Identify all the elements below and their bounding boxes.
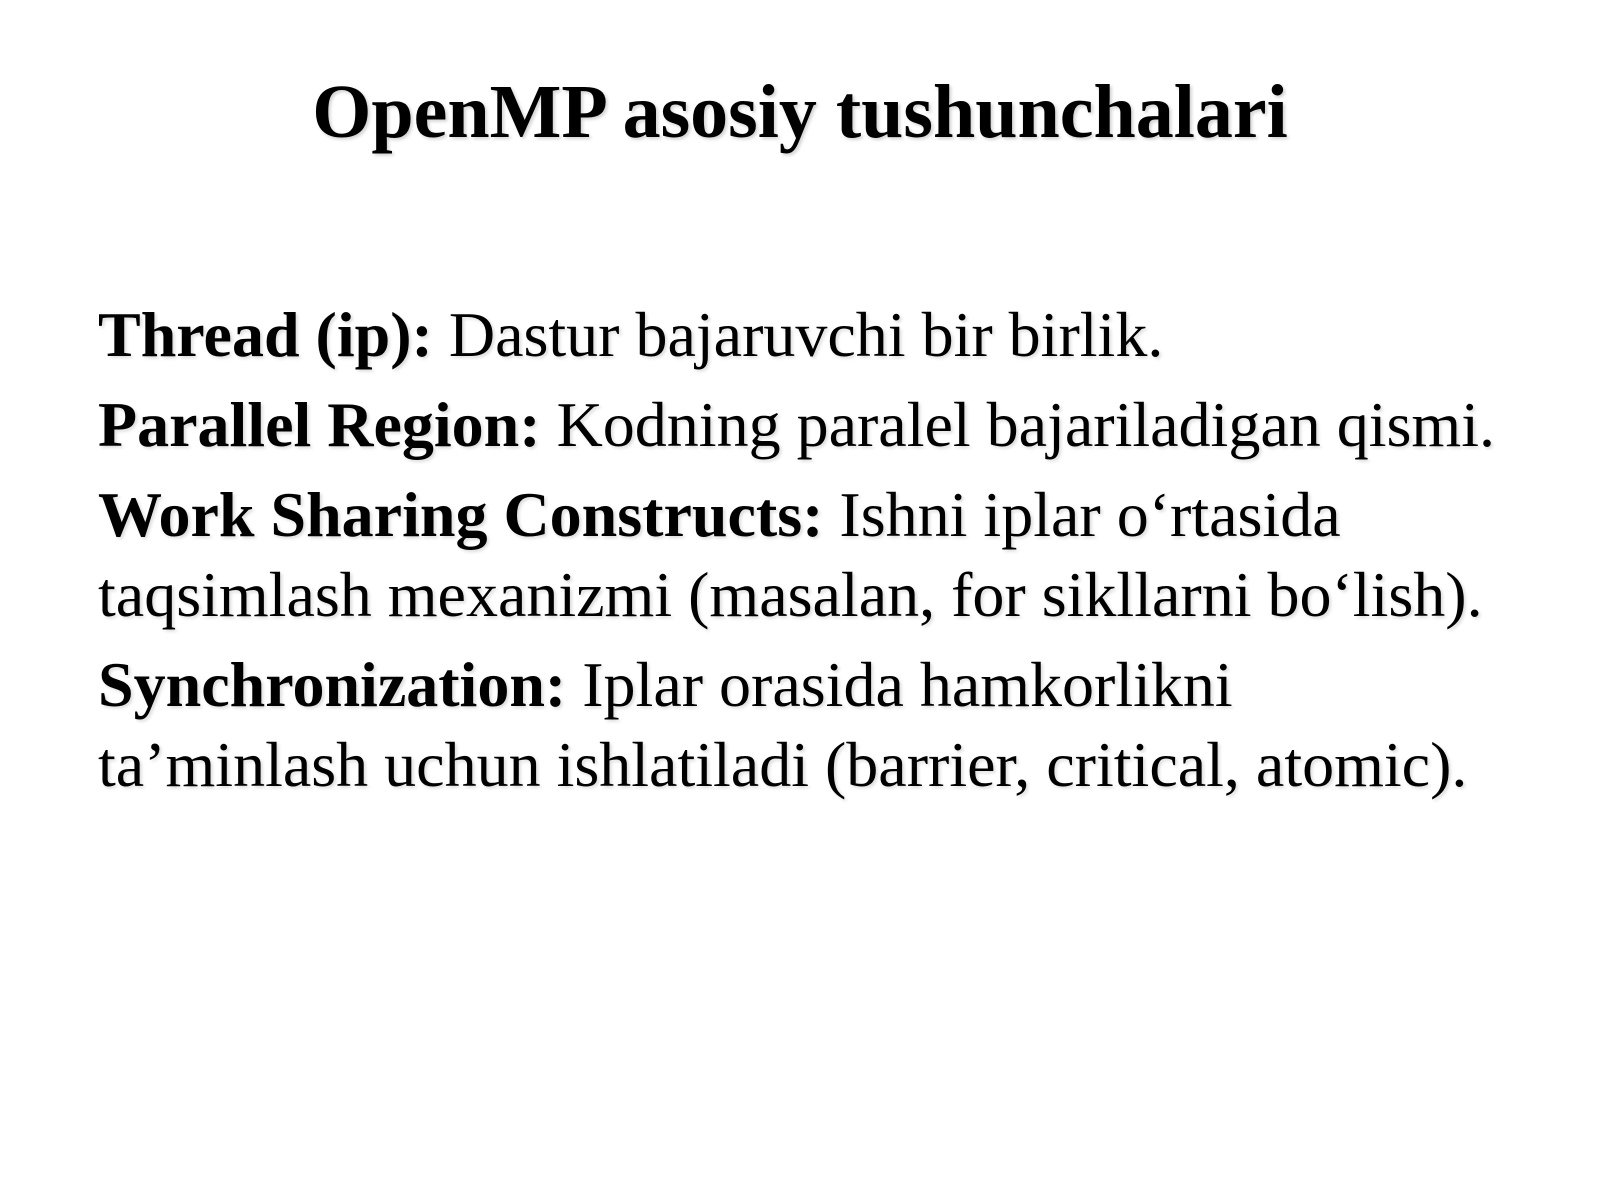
concept-term: Thread (ip):	[98, 299, 433, 370]
concept-list	[98, 295, 1518, 815]
concept-term: Synchronization:	[98, 649, 567, 720]
concept-item-work-sharing	[98, 475, 1518, 635]
concept-term: Work Sharing Constructs:	[98, 479, 824, 550]
concept-item-parallel-region	[98, 385, 1518, 465]
concept-item-thread	[98, 295, 1518, 375]
concept-description: Ishni iplar o‘rtasida taqsimlash mexanizmi (masalan, for sikllarni bo‘lish).	[98, 479, 1483, 630]
concept-description: Iplar orasida hamkorlikni ta’minlash uchun ishlatiladi (barrier, critical, atomic).	[98, 649, 1468, 800]
concept-term: Parallel Region:	[98, 389, 541, 460]
concept-description: Dastur bajaruvchi bir birlik.	[448, 299, 1164, 370]
slide-title: OpenMP asosiy tushunchalari	[312, 70, 1288, 154]
concept-item-synchronization	[98, 645, 1518, 805]
concept-description: Kodning paralel bajariladigan qismi.	[556, 389, 1495, 460]
